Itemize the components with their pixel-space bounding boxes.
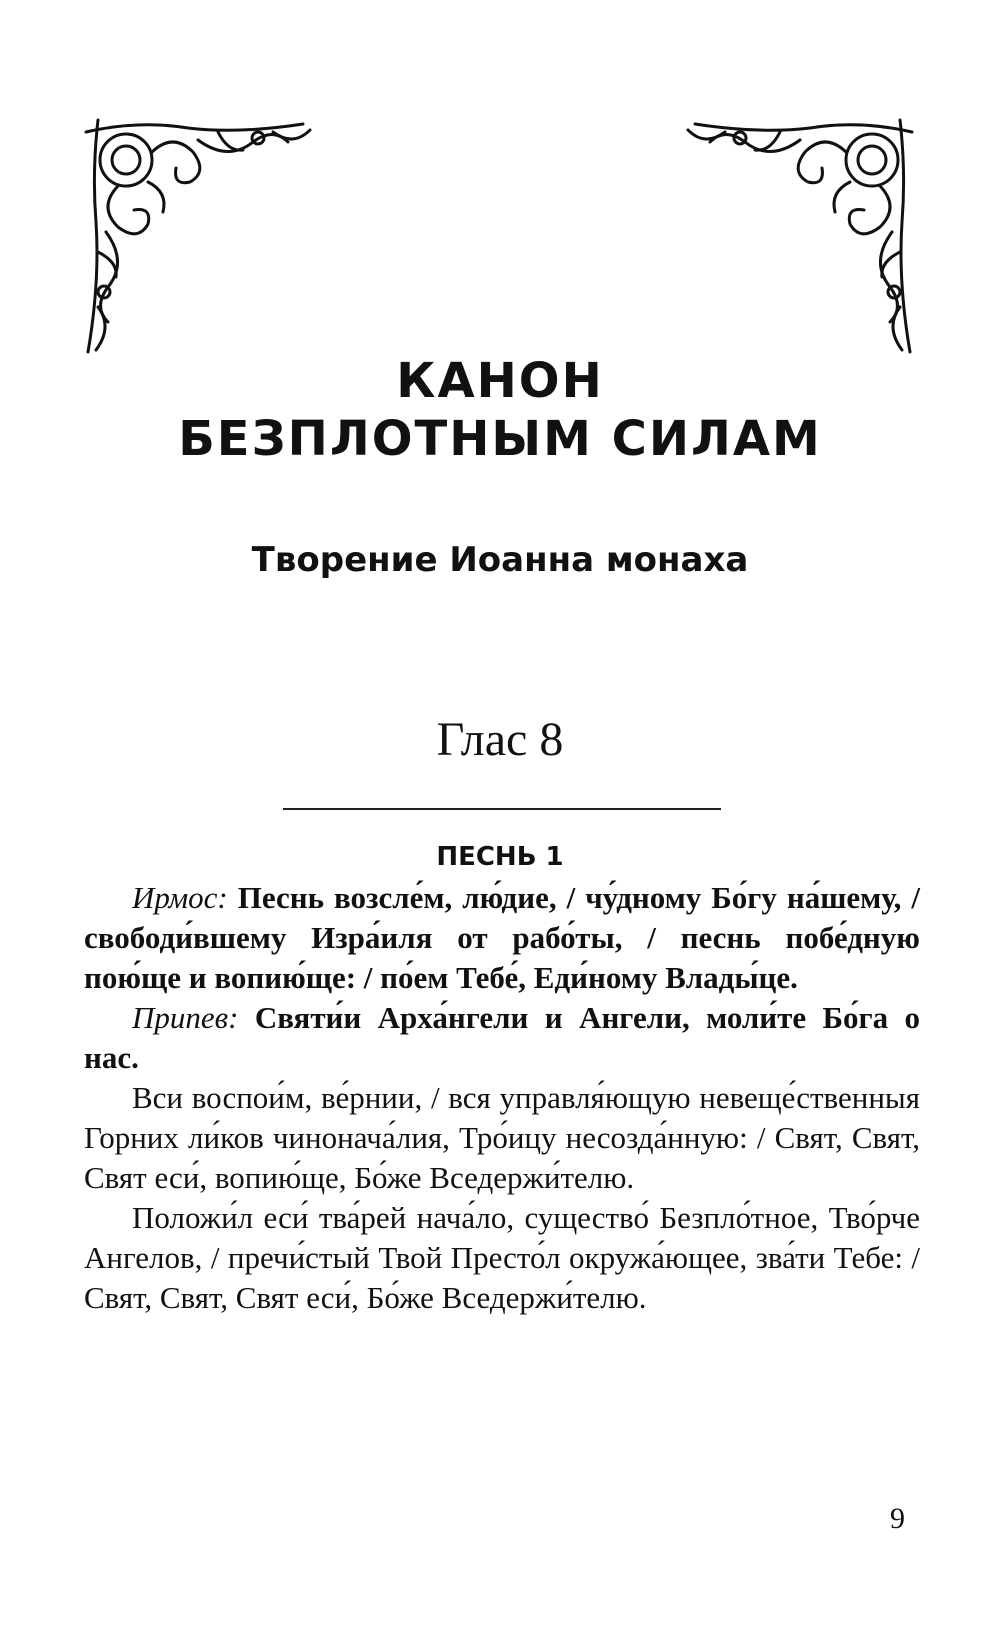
page-title-line2: БЕЗПЛОТНЫМ СИЛАМ bbox=[178, 411, 822, 467]
paragraph-text: Вси воспои́м, ве́рнии, / вся управля́ющую невеще́ственныя Горних ли́ков чинонача́лия, Тро́ицу несозда́нную: / Свят, Свят, Свят еси́, вопию́ще, Бо́же Вседержи́телю. bbox=[84, 1080, 920, 1195]
paragraph-troparion-1 bbox=[84, 1078, 920, 1198]
corner-ornament-left-icon bbox=[78, 112, 318, 362]
paragraph-text: Положи́л еси́ тва́рей нача́ло, существо́ Безпло́тное, Тво́рче Ангелов, / пречи́стый Твой Престо́л окружа́ющее, зва́ти Тебе: / Свят, Свят, Свят еси́, Бо́же Вседержи́телю. bbox=[84, 1200, 920, 1315]
page-title-line1: КАНОН bbox=[396, 353, 604, 409]
paragraph-text: Святи́и Арха́нгели и Ангели, моли́те Бо́га о нас. bbox=[84, 1000, 921, 1075]
paragraph-text: Песнь возсле́м, лю́дие, / чу́дному Бо́гу на́шему, / свободи́вшему Изра́иля от рабо́ты, / песнь побе́дную пою́ще и вопию́ще: / по́ем Тебе́, Еди́ному Влады́це. bbox=[84, 880, 921, 995]
text-body bbox=[84, 878, 920, 1318]
paragraph-irmos bbox=[84, 878, 920, 998]
paragraph-label: Припев: bbox=[132, 1000, 239, 1035]
page-number: 9 bbox=[890, 1502, 905, 1535]
subtitle: Творение Иоанна монаха bbox=[251, 540, 749, 580]
paragraph-label: Ирмос: bbox=[132, 880, 228, 915]
divider bbox=[283, 808, 721, 810]
paragraph-refrain bbox=[84, 998, 920, 1078]
ode-heading: ПЕСНЬ 1 bbox=[436, 842, 564, 872]
tone-heading: Глас 8 bbox=[436, 713, 564, 766]
corner-ornament-right-icon bbox=[680, 112, 920, 362]
paragraph-troparion-2 bbox=[84, 1198, 920, 1318]
